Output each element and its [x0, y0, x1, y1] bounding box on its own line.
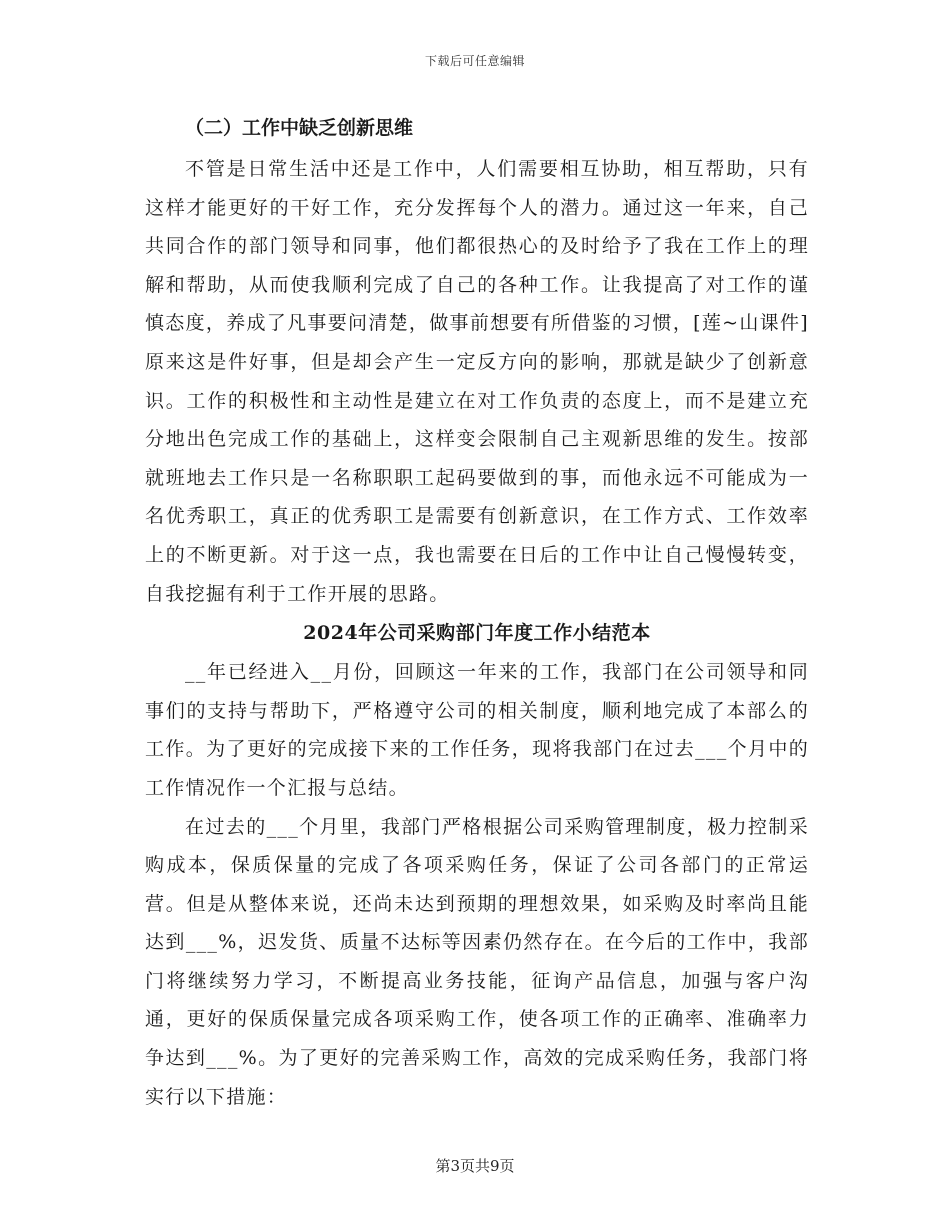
- intro-paragraph: __年已经进入__月份，回顾这一年来的工作，我部门在公司领导和同事们的支持与帮助下，严格遵守公司的相关制度，顺利地完成了本部么的工作。为了更好的完成接下来的工作任务，现将我部门在过去___个月中的工作情况作一个汇报与总结。: [145, 661, 809, 799]
- document-title: 2024年公司采购部门年度工作小结范本: [303, 622, 651, 645]
- summary-paragraph: 在过去的___个月里，我部门严格根据公司采购管理制度，极力控制采购成本，保质保量的完成了各项采购任务，保证了公司各部门的正常运营。但是从整体来说，还尚未达到预期的理想效果，如采购及时率尚且能达到___%，迟发货、质量不达标等因素仍然存在。在今后的工作中，我部门将继续努力学习，不断提高业务技能，征询产品信息，加强与客户沟通，更好的保质保量完成各项采购工作，使各项工作的正确率、准确率力争达到___%。为了更好的完善采购工作，高效的完成采购任务，我部门将实行以下措施：: [145, 815, 809, 1108]
- section-paragraph: 不管是日常生活中还是工作中，人们需要相互协助，相互帮助，只有这样才能更好的干好工作，充分发挥每个人的潜力。通过这一年来，自己共同合作的部门领导和同事，他们都很热心的及时给予了我在工作上的理解和帮助，从而使我顺利完成了自己的各种工作。让我提高了对工作的谨慎态度，养成了凡事要问清楚，做事前想要有所借鉴的习惯，[莲~山课件]原来这是件好事，但是却会产生一定反方向的影响，那就是缺少了创新意识。工作的积极性和主动性是建立在对工作负责的态度上，而不是建立充分地出色完成工作的基础上，这样变会限制自己主观新思维的发生。按部就班地去工作只是一名称职职工起码要做到的事，而他永远不可能成为一名优秀职工，真正的优秀职工是需要有创新意识，在工作方式、工作效率上的不断更新。对于这一点，我也需要在日后的工作中让自己慢慢转变，自我挖掘有利于工作开展的思路。: [145, 158, 809, 605]
- section-heading: （二）工作中缺乏创新思维: [185, 117, 414, 139]
- header-note: 下载后可任意编辑: [424, 54, 525, 68]
- page-number: 第3页共9页: [435, 1157, 515, 1175]
- document-body: [145, 106, 809, 1116]
